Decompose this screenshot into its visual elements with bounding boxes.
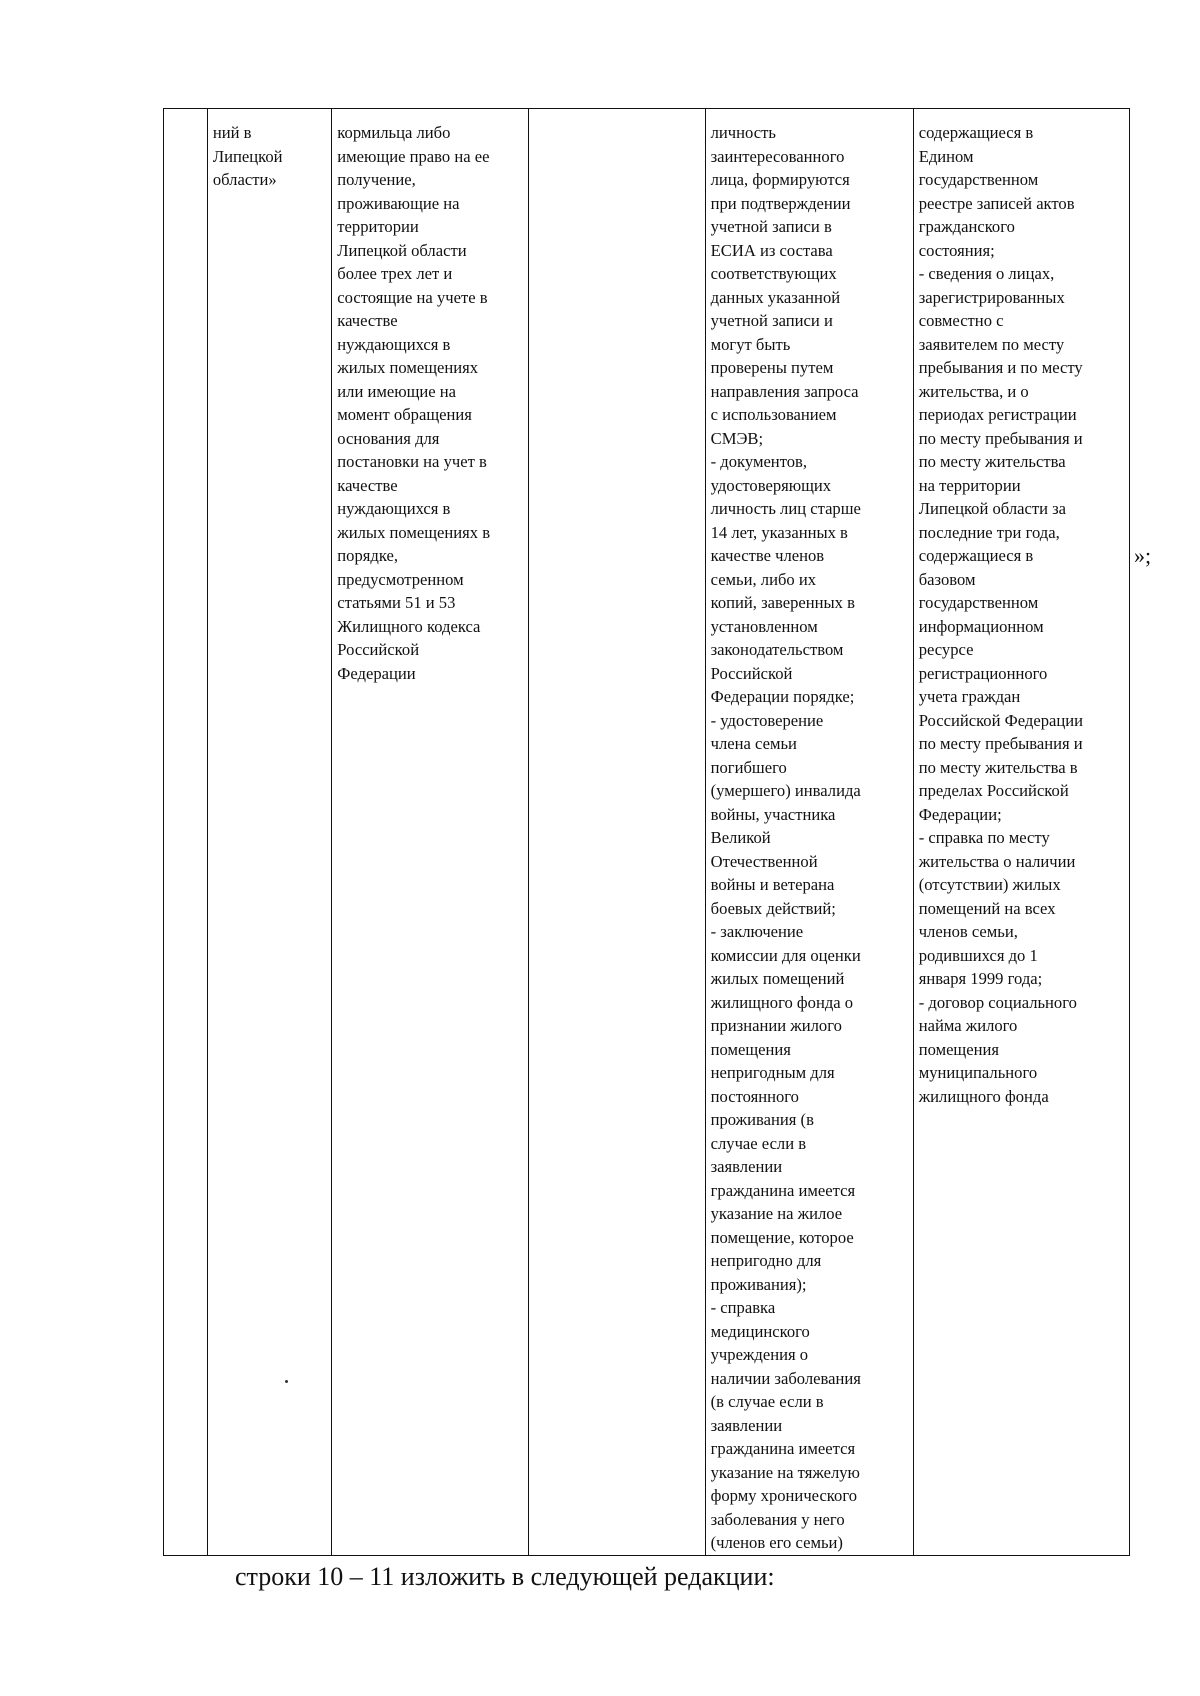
scan-speck xyxy=(285,1380,288,1383)
cell-text-line: государственном xyxy=(918,170,1039,189)
cell-text-line: направления запроса xyxy=(710,381,859,401)
table-cell-number xyxy=(164,109,208,1556)
cell-text-line: реестре записей актов xyxy=(918,193,1075,213)
cell-text-line: наличии заболевания xyxy=(710,1368,861,1388)
cell-text-line: постоянного xyxy=(710,1086,799,1106)
cell-text-line: гражданина имеется xyxy=(710,1439,856,1458)
cell-text-line: по месту жительства xyxy=(918,452,1066,471)
cell-text-line: личность xyxy=(710,123,776,142)
cell-text-line: гражданина имеется xyxy=(710,1180,856,1200)
cell-text-line: ЕСИА из состава xyxy=(710,240,833,260)
cell-text-line: (членов его семьи) xyxy=(710,1533,843,1552)
cell-text-line: Российской xyxy=(337,640,420,659)
cell-text-line: - заключение xyxy=(710,922,804,941)
cell-text-line: личность лиц старше xyxy=(710,499,861,518)
cell-text-line: форму хронического xyxy=(710,1486,858,1505)
cell-text-line: жилых помещениях xyxy=(337,358,479,377)
amendment-instruction-text: строки 10 – 11 изложить в следующей редакции: xyxy=(235,1562,775,1591)
cell-text-line: учетной записи в xyxy=(710,217,832,236)
cell-text-line: (отсутствии) жилых xyxy=(918,875,1061,894)
cell-text-line: родившихся до 1 xyxy=(918,945,1038,965)
cell-text-line: - справка по месту xyxy=(918,828,1050,847)
cell-text-line: учреждения о xyxy=(710,1345,809,1364)
cell-text-line: по месту пребывания и xyxy=(918,734,1083,753)
cell-text-line: члена семьи xyxy=(710,734,797,753)
cell-text-line: получение, xyxy=(337,170,416,189)
cell-text-line: января 1999 года; xyxy=(918,969,1043,988)
cell-text-line: предусмотренном xyxy=(337,569,464,589)
cell-text-line: совместно с xyxy=(918,311,1004,330)
cell-text-line: качестве xyxy=(337,475,398,495)
cell-text-line: - документов, xyxy=(710,452,808,471)
cell-text-line: помещений на всех xyxy=(918,898,1056,918)
cell-text-line: информационном xyxy=(918,616,1044,636)
cell-text-line: нуждающихся в xyxy=(337,334,451,354)
table-cell-applicants xyxy=(332,109,529,1556)
cell-text-line: Липецкой области за xyxy=(918,499,1067,518)
cell-text-line: жилых помещений xyxy=(710,969,845,988)
cell-text-line: погибшего xyxy=(710,757,787,777)
cell-text-line: качестве членов xyxy=(710,546,825,565)
cell-text-line: членов семьи, xyxy=(918,922,1018,941)
cell-text-line: области» xyxy=(212,170,277,189)
cell-text-line: - договор социального xyxy=(918,992,1077,1012)
cell-text-line: основания для xyxy=(337,428,440,448)
table-cell-service-name xyxy=(207,109,331,1556)
cell-text-line: удостоверяющих xyxy=(710,475,832,495)
closing-quote-mark: »; xyxy=(1134,543,1152,568)
cell-text-line: качестве xyxy=(337,311,398,330)
cell-text-line: - справка xyxy=(710,1298,776,1317)
table-cell-interagency-info xyxy=(913,109,1129,1556)
cell-text-line: муниципального xyxy=(918,1063,1038,1082)
cell-text-line: случае если в xyxy=(710,1133,807,1153)
cell-text-line: непригодно для xyxy=(710,1251,822,1270)
cell-text-line: порядке, xyxy=(337,546,399,565)
cell-text-line: Великой xyxy=(710,828,771,847)
cell-text-line: ний в xyxy=(212,123,252,142)
cell-text-line: жительства о наличии xyxy=(918,851,1076,871)
cell-text-line: базовом xyxy=(918,569,976,589)
cell-text-line: Федерации xyxy=(337,663,416,683)
cell-text-line: непригодным для xyxy=(710,1063,835,1082)
cell-text-line: соответствующих xyxy=(710,264,837,283)
cell-text-line: Едином xyxy=(918,146,974,166)
cell-text-line: лица, формируются xyxy=(710,170,850,189)
cell-text-line: состоящие на учете в xyxy=(337,287,488,307)
cell-text-line: заинтересованного xyxy=(710,146,845,166)
cell-text-line: или имеющие на xyxy=(337,381,457,401)
cell-text-line: признании жилого xyxy=(710,1016,842,1035)
cell-text-line: пребывания и по месту xyxy=(918,358,1083,377)
cell-text-line: - сведения о лицах, xyxy=(918,264,1055,283)
cell-text-line: последние три года, xyxy=(918,522,1060,542)
cell-text-line: боевых действий; xyxy=(710,898,836,918)
cell-text-line: помещения xyxy=(918,1039,999,1059)
cell-text-line: найма жилого xyxy=(918,1016,1018,1035)
cell-text-line: проживания (в xyxy=(710,1110,814,1129)
table-row xyxy=(164,109,1130,1556)
cell-text-line: пределах Российской xyxy=(918,781,1069,800)
cell-text-line: установленном xyxy=(710,616,818,636)
table-cell-documents xyxy=(705,109,913,1556)
document-table xyxy=(163,108,1130,1556)
cell-text-line: государственном xyxy=(918,593,1039,612)
cell-text-line: периодах регистрации xyxy=(918,405,1077,424)
cell-text-line: данных указанной xyxy=(710,287,841,307)
cell-text-line: медицинского xyxy=(710,1321,810,1341)
cell-text-line: (умершего) инвалида xyxy=(710,781,861,800)
cell-text-line: войны и ветерана xyxy=(710,875,835,894)
cell-text-line: проживающие на xyxy=(337,193,460,213)
cell-text-line: проживания); xyxy=(710,1274,807,1294)
cell-text-line: проверены путем xyxy=(710,358,834,377)
cell-text-line: содержащиеся в xyxy=(918,546,1034,565)
cell-text-line: Российской xyxy=(710,663,793,683)
cell-text-line: законодательством xyxy=(710,640,844,659)
cell-text-line: с использованием xyxy=(710,405,837,424)
cell-text-line: копий, заверенных в xyxy=(710,593,855,612)
cell-text-line: кормильца либо xyxy=(337,123,451,142)
cell-text-line: заявителем по месту xyxy=(918,334,1065,354)
cell-text-line: Российской Федерации xyxy=(918,710,1083,730)
cell-text-line: указание на жилое xyxy=(710,1204,843,1223)
cell-text-line: войны, участника xyxy=(710,804,836,824)
cell-text-line: заболевания у него xyxy=(710,1509,845,1529)
cell-text-line: имеющие право на ее xyxy=(337,146,490,166)
cell-text-line: жилых помещениях в xyxy=(337,522,491,542)
cell-text-line: семьи, либо их xyxy=(710,569,817,589)
cell-text-line: комиссии для оценки xyxy=(710,945,861,965)
cell-text-line: Федерации; xyxy=(918,804,1002,824)
cell-text-line: регистрационного xyxy=(918,663,1048,683)
cell-text-line: статьями 51 и 53 xyxy=(337,593,456,612)
cell-text-line: указание на тяжелую xyxy=(710,1462,860,1482)
cell-text-line: состояния; xyxy=(918,240,995,260)
cell-text-line: помещение, которое xyxy=(710,1227,854,1247)
cell-text-line: Отечественной xyxy=(710,851,818,871)
cell-text-line: нуждающихся в xyxy=(337,499,451,518)
cell-text-line: Жилищного кодекса xyxy=(337,616,481,636)
table-cell-empty xyxy=(529,109,705,1556)
cell-text-line: Федерации порядке; xyxy=(710,687,855,706)
cell-text-line: более трех лет и xyxy=(337,264,453,283)
cell-text-line: содержащиеся в xyxy=(918,123,1034,142)
cell-text-line: гражданского xyxy=(918,217,1015,236)
cell-text-line: при подтверждении xyxy=(710,193,851,213)
cell-text-line: Липецкой области xyxy=(337,240,467,260)
cell-text-line: заявлении xyxy=(710,1157,783,1176)
cell-text-line: заявлении xyxy=(710,1415,783,1435)
cell-text-line: СМЭВ; xyxy=(710,428,764,448)
cell-text-line: помещения xyxy=(710,1039,791,1059)
cell-text-line: момент обращения xyxy=(337,405,472,424)
cell-text-line: (в случае если в xyxy=(710,1392,824,1411)
cell-text-line: ресурсе xyxy=(918,640,974,659)
cell-text-line: учетной записи и xyxy=(710,311,833,330)
cell-text-line: могут быть xyxy=(710,334,791,354)
cell-text-line: жилищного фонда xyxy=(918,1086,1049,1106)
cell-text-line: на территории xyxy=(918,475,1021,495)
cell-text-line: территории xyxy=(337,217,419,236)
cell-text-line: жительства, и о xyxy=(918,381,1029,401)
cell-text-line: жилищного фонда о xyxy=(710,992,854,1012)
cell-text-line: Липецкой xyxy=(212,146,283,166)
cell-text-line: 14 лет, указанных в xyxy=(710,522,848,542)
cell-text-line: по месту пребывания и xyxy=(918,428,1083,448)
cell-text-line: зарегистрированных xyxy=(918,287,1065,307)
cell-text-line: учета граждан xyxy=(918,687,1021,706)
cell-text-line: - удостоверение xyxy=(710,710,824,730)
cell-text-line: постановки на учет в xyxy=(337,452,487,471)
cell-text-line: по месту жительства в xyxy=(918,757,1078,777)
